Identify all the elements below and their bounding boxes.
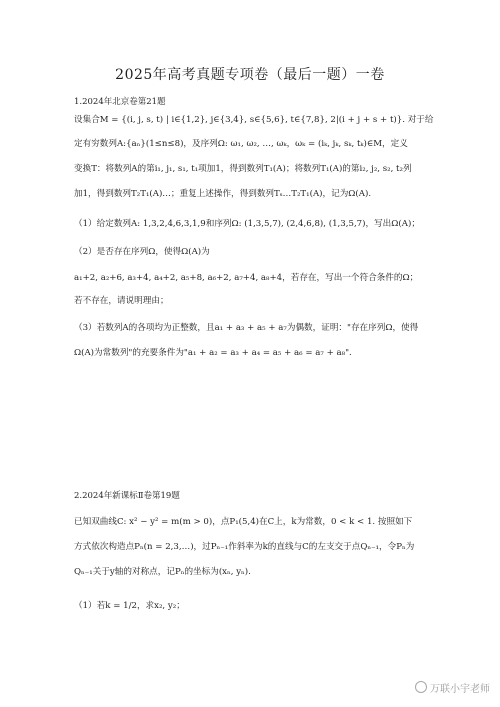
- problem-2-line: Qₙ₋₁关于y轴的对称点，记Pₙ的坐标为(xₙ, yₙ).: [74, 567, 251, 577]
- document-title: 2025年高考真题专项卷（最后一题）一卷: [115, 67, 385, 83]
- problem-2-line: 方式依次构造点Pₙ(n = 2,3,…)，过Pₙ₋₁作斜率为k的直线与C的左支交于点Qₙ₋₁，令Pₙ为: [74, 542, 415, 552]
- problem-1-line: 变换T：将数列A的第i₁, j₁, s₁, t₁项加1，得到数列T₁(A)；将数列T₁(A)的第i₂, j₂, s₂, t₂列: [74, 164, 412, 174]
- problem-1-line: 设集合M = {(i, j, s, t) | i∈{1,2}, j∈{3,4}, s∈{5,6}, t∈{7,8}, 2|(i + j + s + t)}. 对于给: [74, 115, 434, 125]
- problem-1-line: 定有穷数列A:{aₙ}(1≤n≤8)，及序列Ω: ω₁, ω₂, …, ωₖ，ωₖ = (iₖ, jₖ, sₖ, tₖ)∈M，定义: [74, 139, 408, 149]
- problem-1-line: Ω(A)为常数列"的充要条件为"a₁ + a₂ = a₃ + a₄ = a₅ + a₆ = a₇ + a₈".: [74, 348, 352, 358]
- watermark-text: 万联小宇老师: [430, 684, 490, 695]
- problem-1-heading: 1.2024年北京卷第21题: [74, 97, 166, 107]
- problem-1-line: 若不存在，请说明理由；: [74, 296, 169, 306]
- problem-2-part-1: （1）若k = 1/2，求x₂, y₂；: [74, 601, 185, 611]
- problem-2-heading: 2.2024年新课标Ⅱ卷第19题: [74, 491, 180, 501]
- watermark: [415, 680, 490, 695]
- watermark-logo-icon: [415, 681, 427, 693]
- problem-1-part-3: （3）若数列A的各项均为正整数，且a₁ + a₃ + a₅ + a₇为偶数，证明："存在序列Ω，使得: [74, 323, 419, 333]
- problem-2-line: 已知双曲线C: x² − y² = m(m > 0)，点P₁(5,4)在C上，k为常数，0 < k < 1. 按照如下: [74, 517, 413, 527]
- problem-1-line: 加1，得到数列T₂T₁(A)…；重复上述操作，得到数列Tₛ…T₂T₁(A)，记为Ω(A).: [74, 189, 372, 199]
- problem-1-part-1: （1）给定数列A: 1,3,2,4,6,3,1,9和序列Ω: (1,3,5,7), (2,4,6,8), (1,3,5,7)，写出Ω(A)；: [74, 219, 420, 229]
- problem-1-part-2: （2）是否存在序列Ω，使得Ω(A)为: [74, 247, 210, 257]
- problem-1-line: a₁+2, a₂+6, a₃+4, a₄+2, a₅+8, a₆+2, a₇+4, a₈+4，若存在，写出一个符合条件的Ω；: [74, 273, 419, 283]
